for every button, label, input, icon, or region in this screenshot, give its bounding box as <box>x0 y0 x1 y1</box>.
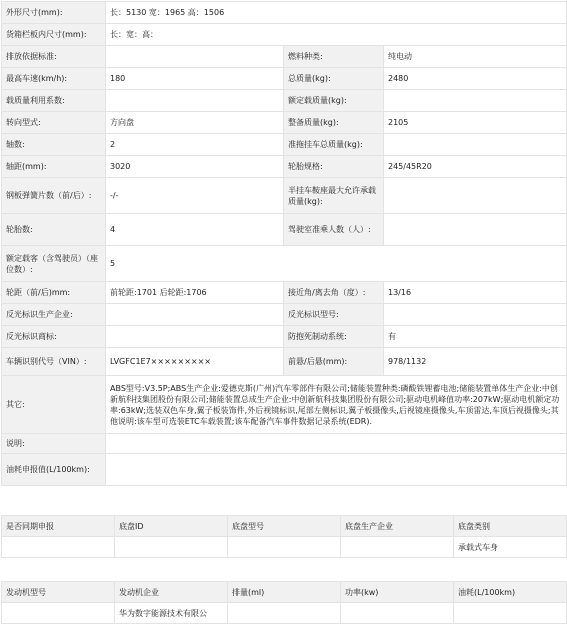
param-value <box>106 90 284 112</box>
param-value: LVGFC1E7××××××××× <box>106 348 284 376</box>
param-row <box>2 134 567 156</box>
param-value: 245/45R20 <box>384 156 567 178</box>
param-value: 方向盘 <box>106 112 284 134</box>
param-row <box>2 214 567 246</box>
param-label: 反光标识型号: <box>284 304 384 326</box>
engine-header-model: 发动机型号 <box>2 582 115 603</box>
param-value: 3020 <box>106 156 284 178</box>
param-row <box>2 178 567 214</box>
chassis-cell-maker <box>341 537 454 558</box>
param-value: 2480 <box>384 68 567 90</box>
param-value <box>106 304 284 326</box>
chassis-header-row <box>2 516 567 537</box>
param-label: 钢板弹簧片数（前/后）: <box>2 178 106 214</box>
engine-cell-power <box>341 603 454 624</box>
param-value <box>384 178 567 214</box>
param-label: 接近角/离去角（度）: <box>284 282 384 304</box>
param-label: 前悬/后悬(mm): <box>284 348 384 376</box>
param-label: 轴距(mm): <box>2 156 106 178</box>
param-label: 防抱死制动系统: <box>284 326 384 348</box>
chassis-cell-sync <box>2 537 115 558</box>
chassis-header-id: 底盘ID <box>115 516 228 537</box>
param-row <box>2 348 567 376</box>
param-row <box>2 68 567 90</box>
param-label: 车辆识别代号（VIN）: <box>2 348 106 376</box>
param-row <box>2 282 567 304</box>
param-label: 轴数: <box>2 134 106 156</box>
param-row <box>2 454 567 486</box>
param-label: 总质量(kg): <box>284 68 384 90</box>
param-label: 说明: <box>2 434 106 454</box>
param-row <box>2 246 567 282</box>
param-value: 纯电动 <box>384 46 567 68</box>
param-label: 整备质量(kg): <box>284 112 384 134</box>
param-value: -/- <box>106 178 284 214</box>
param-label: 其它: <box>2 376 106 434</box>
param-value: 长：5130 宽：1965 高：1506 <box>106 2 567 24</box>
param-value <box>106 46 284 68</box>
param-row <box>2 156 567 178</box>
param-label: 燃料种类: <box>284 46 384 68</box>
engine-row <box>2 603 567 624</box>
param-label: 反光标识生产企业: <box>2 304 106 326</box>
engine-cell-displacement <box>228 603 341 624</box>
param-label: 轮胎数: <box>2 214 106 246</box>
param-label: 准拖挂车总质量(kg): <box>284 134 384 156</box>
param-value: 前轮距:1701 后轮距:1706 <box>106 282 284 304</box>
param-value: 5 <box>106 246 567 282</box>
param-label: 转向型式: <box>2 112 106 134</box>
param-label: 半挂车鞍座最大允许承载质量(kg): <box>284 178 384 214</box>
param-label: 载质量利用系数: <box>2 90 106 112</box>
param-row <box>2 2 567 24</box>
param-label: 最高车速(km/h): <box>2 68 106 90</box>
vehicle-params-table <box>1 1 567 486</box>
param-label: 驾驶室准乘人数（人）: <box>284 214 384 246</box>
param-row <box>2 24 567 46</box>
param-label: 油耗申报值(L/100km): <box>2 454 106 486</box>
param-label: 反光标识商标: <box>2 326 106 348</box>
param-value <box>384 90 567 112</box>
param-value <box>384 304 567 326</box>
param-value: 978/1132 <box>384 348 567 376</box>
engine-header-consumption: 油耗(L/100km) <box>454 582 567 603</box>
param-row <box>2 376 567 434</box>
chassis-header-model: 底盘型号 <box>228 516 341 537</box>
param-value: ABS型号:V3.5P;ABS生产企业:爱德克斯(广州)汽车零部件有限公司;储能装置种类:磷酸铁锂蓄电池;储能装置单体生产企业:中创新航科技集团股份有限公司;储能装置总成生产企业:中创新航科技集团股份有限公司;驱动电机峰值功率:207kW;驱动电机额定功率:63kW;选装双色车身,翼子板装饰件,外后视镜标识,尾部左侧标识,翼子板摄像头,后视镜座摄像头,车顶雷达,车顶后视摄像头;其他说明:该车型可选装ETC车载装置;该车配备汽车事件数据记录系统(EDR). <box>106 376 567 434</box>
engine-cell-model <box>2 603 115 624</box>
param-value <box>384 214 567 246</box>
param-value <box>384 134 567 156</box>
chassis-header-type: 底盘类别 <box>454 516 567 537</box>
param-label: 额定载客（含驾驶员）（座位数）: <box>2 246 106 282</box>
chassis-cell-type: 承载式车身 <box>454 537 567 558</box>
param-value: 有 <box>384 326 567 348</box>
chassis-cell-id <box>115 537 228 558</box>
param-value <box>106 326 284 348</box>
param-row <box>2 112 567 134</box>
param-value <box>106 454 567 486</box>
chassis-header-maker: 底盘生产企业 <box>341 516 454 537</box>
param-label: 排放依据标准: <box>2 46 106 68</box>
chassis-header-sync: 是否同期申报 <box>2 516 115 537</box>
param-row <box>2 46 567 68</box>
param-value: 2 <box>106 134 284 156</box>
param-value: 4 <box>106 214 284 246</box>
engine-header-maker: 发动机企业 <box>115 582 228 603</box>
engine-cell-maker: 华为数字能源技术有限公 <box>115 603 228 624</box>
param-label: 外形尺寸(mm): <box>2 2 106 24</box>
engine-header-displacement: 排量(ml) <box>228 582 341 603</box>
engine-cell-consumption <box>454 603 567 624</box>
chassis-table <box>1 515 567 558</box>
param-row <box>2 434 567 454</box>
param-label: 额定载质量(kg): <box>284 90 384 112</box>
param-value: 长：宽：高： <box>106 24 567 46</box>
engine-header-row <box>2 582 567 603</box>
param-row <box>2 304 567 326</box>
chassis-row <box>2 537 567 558</box>
param-label: 货箱栏板内尺寸(mm): <box>2 24 106 46</box>
chassis-cell-model <box>228 537 341 558</box>
param-value <box>106 434 567 454</box>
param-row <box>2 326 567 348</box>
param-label: 轮胎规格: <box>284 156 384 178</box>
param-value: 180 <box>106 68 284 90</box>
param-value: 2105 <box>384 112 567 134</box>
param-value: 13/16 <box>384 282 567 304</box>
engine-table <box>1 581 567 624</box>
param-row <box>2 90 567 112</box>
engine-header-power: 功率(kw) <box>341 582 454 603</box>
param-label: 轮距（前/后)mm: <box>2 282 106 304</box>
